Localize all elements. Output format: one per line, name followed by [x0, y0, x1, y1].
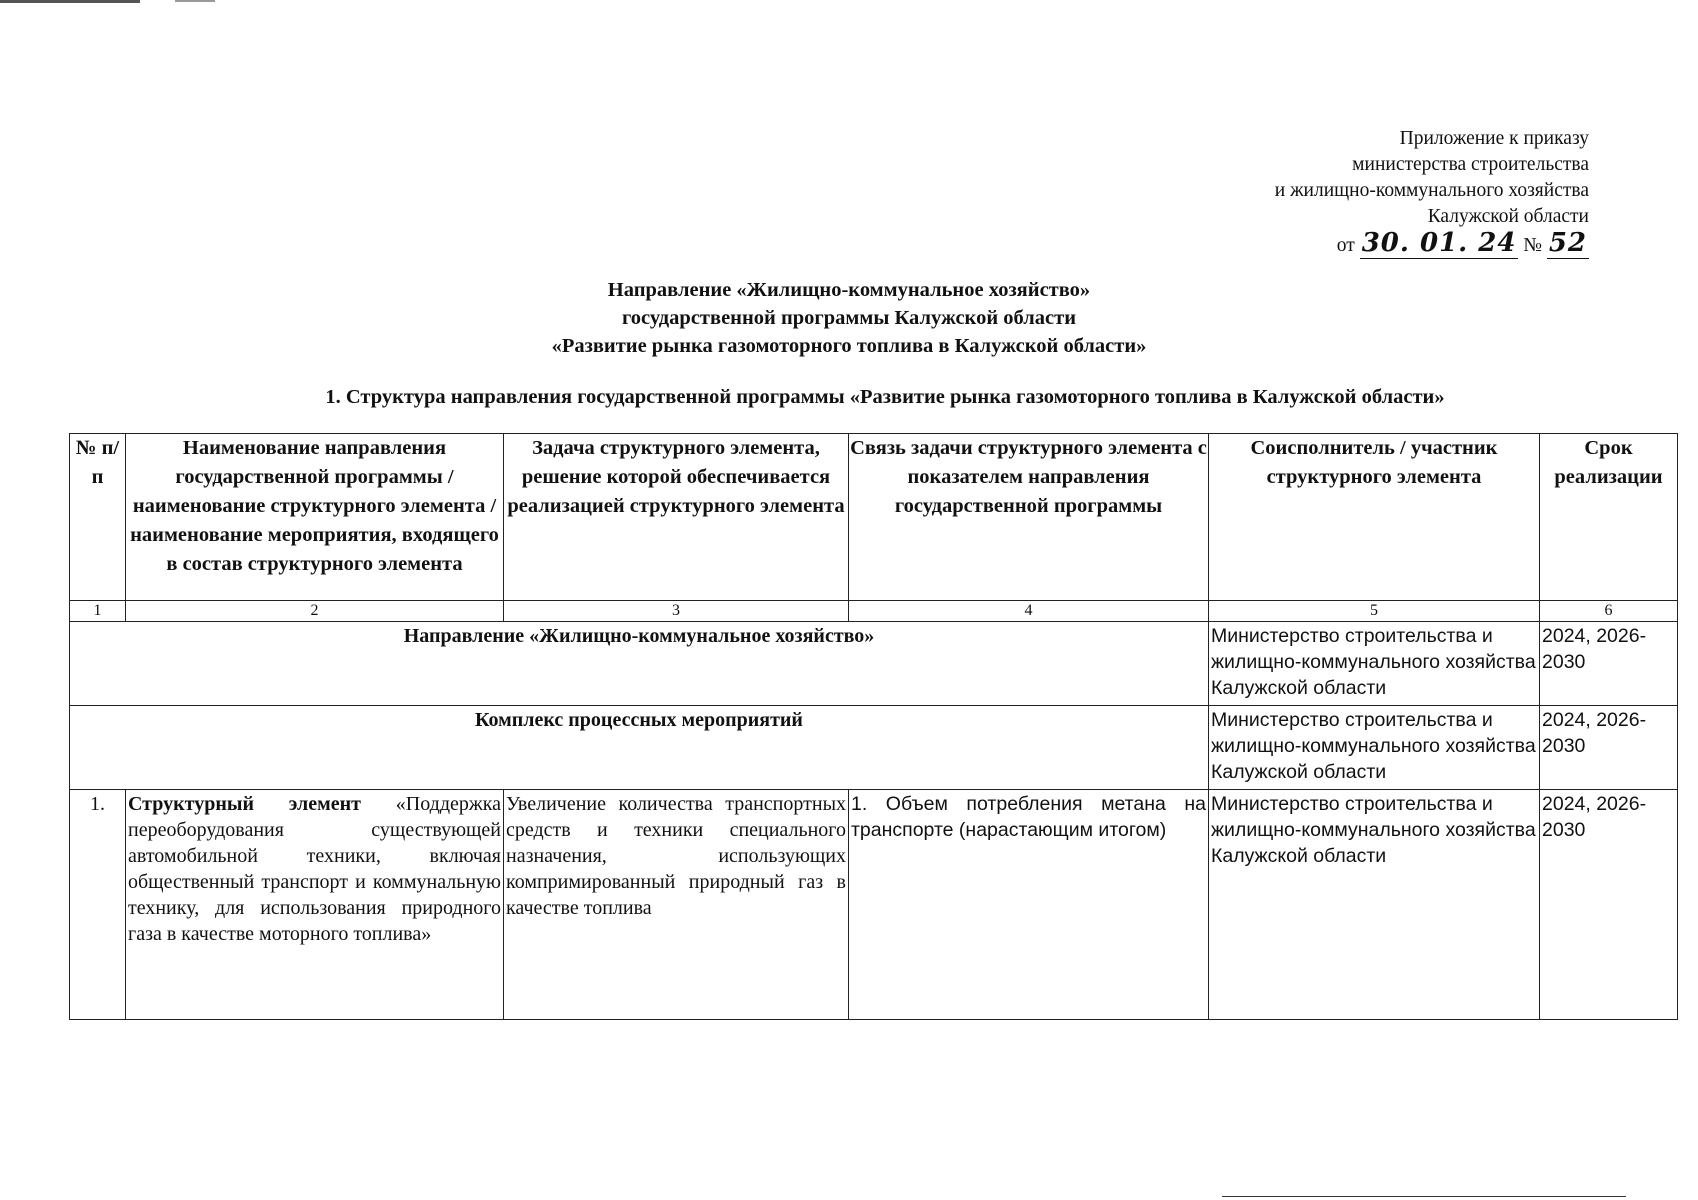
column-number: 3 [504, 601, 849, 622]
scan-edge-mark [175, 0, 215, 2]
group-row [70, 706, 1678, 790]
title-line: государственной программы Калужской области [621, 307, 1077, 329]
column-number: 4 [849, 601, 1209, 622]
header-cell-period: Срок реализации [1540, 434, 1678, 601]
header-cell-indicator: Связь задачи структурного элемента с показателем направления государственной программы [849, 434, 1209, 601]
approval-line: Калужской области [1427, 206, 1589, 227]
approval-date-line [1275, 230, 1589, 259]
title-line: «Развитие рынка газомоторного топлива в Калужской области» [551, 335, 1147, 357]
row-period: 2024, 2026-2030 [1540, 790, 1678, 1020]
group-title: Комплекс процессных мероприятий [70, 706, 1209, 790]
row-number: 1. [70, 790, 126, 1020]
bottom-divider [1222, 1196, 1626, 1197]
table-header-row [70, 434, 1678, 601]
from-label: от [1336, 235, 1355, 256]
column-number-row [70, 601, 1678, 622]
row-task: Увеличение количества транспортных средств и техники специального назначения, использующих компримированный природный газ в качестве топлива [504, 790, 849, 1020]
group-title: Направление «Жилищно-коммунальное хозяйство» [70, 622, 1209, 706]
group-period: 2024, 2026-2030 [1540, 706, 1678, 790]
row-executor: Министерство строительства и жилищно-коммунального хозяйства Калужской области [1209, 790, 1540, 1020]
column-number: 5 [1209, 601, 1540, 622]
group-executor: Министерство строительства и жилищно-коммунального хозяйства Калужской области [1209, 622, 1540, 706]
group-executor: Министерство строительства и жилищно-коммунального хозяйства Калужской области [1209, 706, 1540, 790]
group-row [70, 622, 1678, 706]
handwritten-date: 30. 01. 24 [1361, 228, 1517, 258]
header-cell-task: Задача структурного элемента, решение которой обеспечивается реализацией структурного элемента [504, 434, 849, 601]
group-period: 2024, 2026-2030 [1540, 622, 1678, 706]
section-title: 1. Структура направления государственной программы «Развитие рынка газомоторного топлива в Калужской области» [325, 386, 1445, 408]
column-number: 6 [1540, 601, 1678, 622]
approval-line: министерства строительства [1352, 154, 1589, 175]
approval-line: Приложение к приказу [1399, 128, 1589, 149]
handwritten-number: 52 [1548, 228, 1587, 258]
document-title [0, 276, 1698, 360]
header-cell-executor: Соисполнитель / участник структурного элемента [1209, 434, 1540, 601]
header-cell-name: Наименование направления государственной программы / наименование структурного элемента / наименование мероприятия, входящего в состав структурного элемента [126, 434, 504, 601]
row-indicator: 1. Объем потребления метана на транспорте (нарастающим итогом) [849, 790, 1209, 1020]
number-label: № [1523, 235, 1542, 256]
approval-line: и жилищно-коммунального хозяйства [1274, 180, 1589, 201]
column-number: 2 [126, 601, 504, 622]
approval-block [1275, 126, 1589, 259]
structure-table [69, 433, 1678, 1020]
row-name [126, 790, 504, 1020]
table-row [70, 790, 1678, 1020]
row-name-rest: «Поддержка переоборудования существующей автомобильной техники, включая общественный транспорт и коммунальную технику, для использования природного газа в качестве моторного топлива» [128, 793, 502, 945]
row-name-bold: Структурный элемент [128, 793, 361, 815]
column-number: 1 [70, 601, 126, 622]
title-line: Направление «Жилищно-коммунальное хозяйство» [607, 279, 1091, 301]
header-cell-number: № п/п [70, 434, 126, 601]
scan-edge-mark [0, 0, 140, 3]
